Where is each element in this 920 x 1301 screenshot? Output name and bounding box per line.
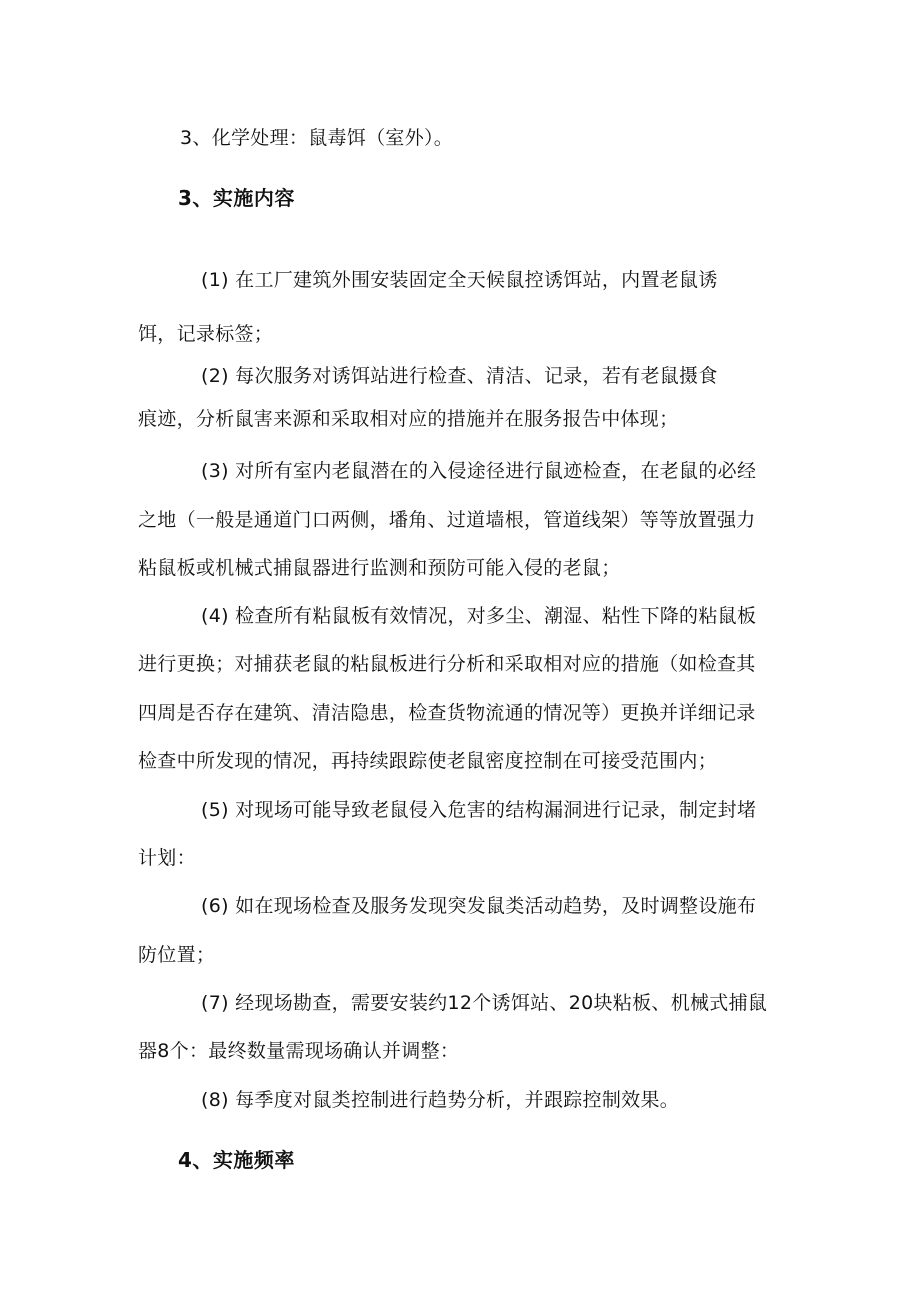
item-3-chemical-treatment: 3、化学处理：鼠毒饵（室外）。 [180,127,454,149]
section-4-heading: 4、实施频率 [178,1148,295,1172]
paragraph-7-line-2: 器8个：最终数量需现场确认并调整： [138,1040,460,1062]
paragraph-1-line-1: (1) 在工厂建筑外围安装固定全天候鼠控诱饵站，内置老鼠诱 [201,269,718,291]
paragraph-1-line-2: 饵，记录标签； [138,323,274,345]
paragraph-6-line-1: (6) 如在现场检查及服务发现突发鼠类活动趋势，及时调整设施布 [201,895,757,917]
paragraph-5-line-1: (5) 对现场可能导致老鼠侵入危害的结构漏洞进行记录，制定封堵 [201,799,757,821]
paragraph-4-line-1: (4) 检查所有粘鼠板有效情况，对多尘、潮湿、粘性下降的粘鼠板 [201,605,757,627]
paragraph-4-line-2: 进行更换；对捕获老鼠的粘鼠板进行分析和采取相对应的措施（如检查其 [138,653,756,675]
paragraph-3-line-1: (3) 对所有室内老鼠潜在的入侵途径进行鼠迹检查，在老鼠的必经 [201,460,757,482]
section-3-heading: 3、实施内容 [178,186,295,210]
paragraph-7-line-1: (7) 经现场勘查，需要安装约12个诱饵站、20块粘板、机械式捕鼠 [201,992,768,1014]
paragraph-2-line-1: (2) 每次服务对诱饵站进行检查、清洁、记录，若有老鼠摄食 [201,365,718,387]
paragraph-8-line-1: (8) 每季度对鼠类控制进行趋势分析，并跟踪控制效果。 [201,1089,680,1111]
paragraph-3-line-3: 粘鼠板或机械式捕鼠器进行监测和预防可能入侵的老鼠； [138,557,621,579]
paragraph-4-line-4: 检查中所发现的情况，再持续跟踪使老鼠密度控制在可接受范围内； [138,750,718,772]
paragraph-3-line-2: 之地（一般是通道门口两侧，墦角、过道墙根，管道线架）等等放置强力 [138,509,756,531]
paragraph-2-line-2: 痕迹，分析鼠害来源和采取相对应的措施并在服务报告中体现； [138,408,679,430]
paragraph-6-line-2: 防位置； [138,944,216,966]
paragraph-5-line-2: 计划： [138,847,196,869]
paragraph-4-line-3: 四周是否存在建筑、清洁隐患，检查货物流通的情况等）更换并详细记录 [138,702,756,724]
